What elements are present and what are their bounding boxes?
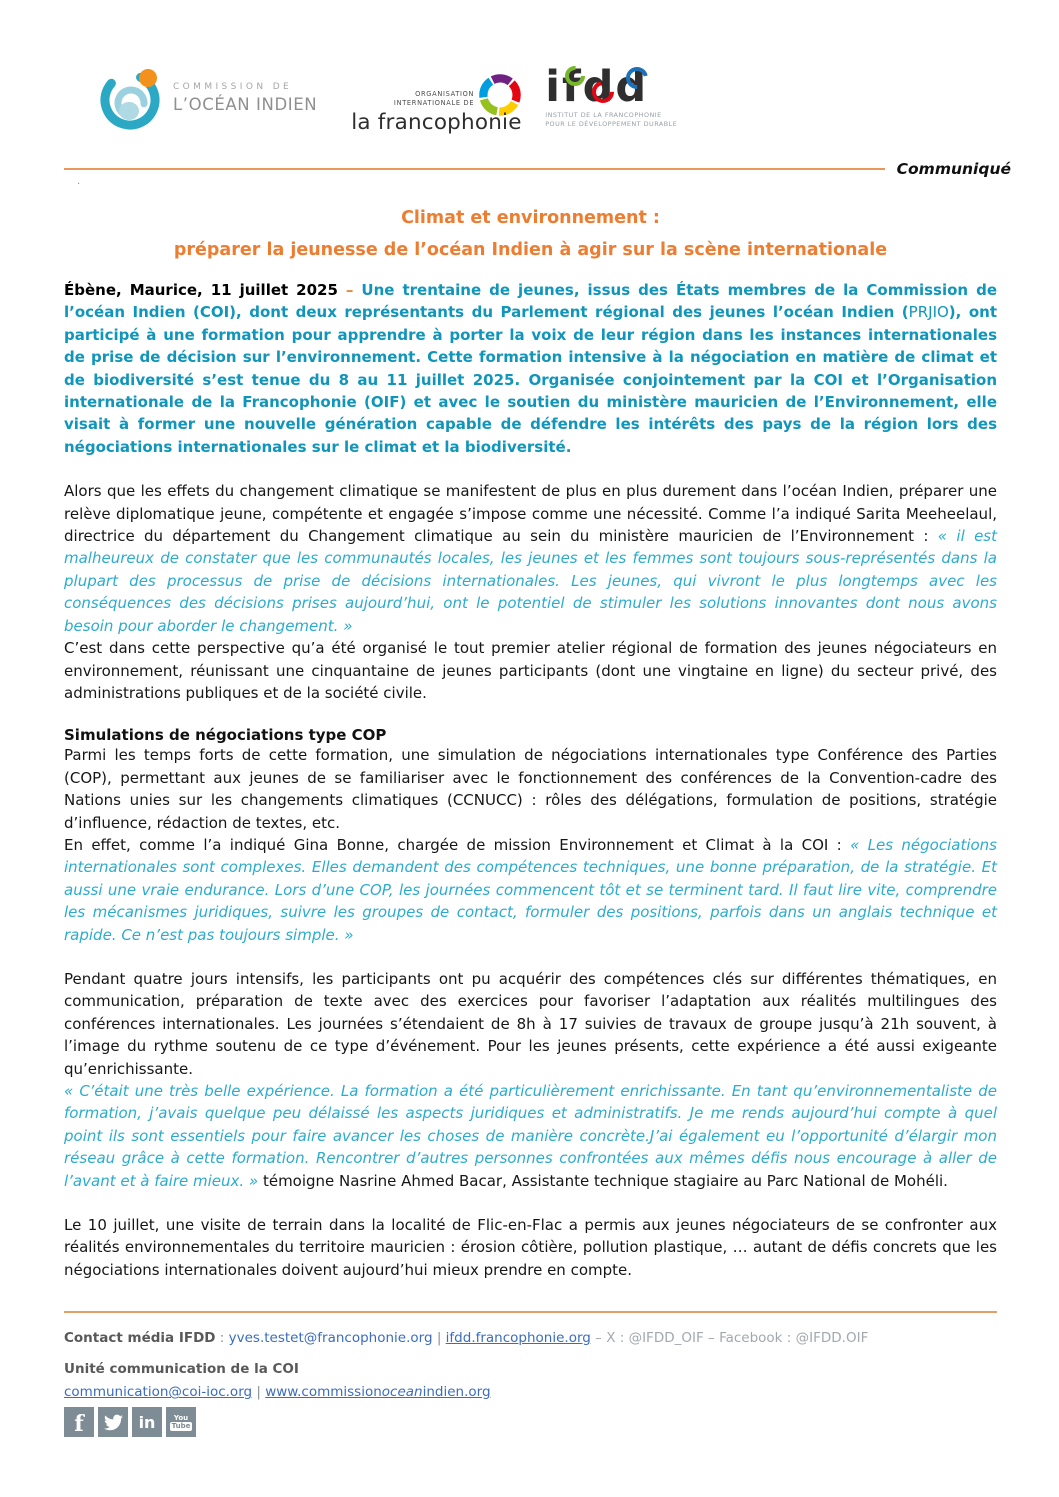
youtube-icon[interactable]: You Tube xyxy=(166,1407,196,1437)
twitter-bird-glyph xyxy=(104,1413,123,1432)
quote-gina-bonne: « Les négociations internationales sont complexes. Elles demandent des compétences techniques, une bonne préparation, de la stratégie. Et aussi une vraie endurance. Lors d’une COP, les journées commencent tôt et se terminent tard. Il faut lire vite, comprendre les mécanismes juridiques, suivre les groupes de contact, formuler des positions, parfois dans un anglais technique et rapide. Ce n’est pas toujours simple. » xyxy=(64,835,997,944)
footer-links-line: communication@coi-ioc.org | www.commissionoceanindien.org xyxy=(64,1384,491,1401)
linkedin-icon[interactable]: in xyxy=(132,1407,162,1437)
paragraph-testimony xyxy=(64,1080,997,1192)
stray-dot-mark: . xyxy=(77,176,81,187)
page-title-line2: préparer la jeunesse de l’océan Indien à agir sur la scène internationale xyxy=(173,240,888,260)
footer xyxy=(0,1311,1059,1437)
paragraph-field-visit: Le 10 juillet, une visite de terrain dans la localité de Flic-en-Flac a permis aux jeunes négociateurs de se confronter aux réalités environnementales du territoire mauricien : érosion côtière, pollution plastique, … autant de défis concrets que les négociations internationales doivent aujourd’hui mieux prendre en compte. xyxy=(64,1216,997,1279)
paragraph-training-days: Pendant quatre jours intensifs, les participants ont pu acquérir des compétences clés sur différentes thématiques, en communication, préparation de texte avec des exercices pour favoriser l’adaptation aux réalités multilingues des conférences internationales. Les journées s’étendaient de 8h à 17 suivies de travaux de groupe jusqu’à 21h souvent, à l’image du rythme soutenu de ce type d’événement. Pour les jeunes présents, cette expérience a été aussi exigeante qu’enrichissante. xyxy=(64,969,997,1078)
twitter-icon[interactable] xyxy=(98,1407,128,1437)
oif-logo-wordmark: la francophonie xyxy=(351,110,522,135)
coi-logo-icon xyxy=(98,66,162,130)
ifdd-logo-wordmark: ifdd xyxy=(545,62,649,112)
coi-logo xyxy=(98,66,317,130)
paragraph-context: Alors que les effets du changement climatique se manifestent de plus en plus durement dans l’océan Indien, préparer une relève diplomatique jeune, compétente et engagée s’impose comme une nécessité. Comme l’a indiqué Sarita Meeheelaul, directrice du département du Changement climatique au sein du ministère mauricien de l’Environnement : « il est malheureux de constater que les communautés locales, les jeunes et les femmes sont toujours sous-représentés dans la plupart des processus de prise de décisions internationales. Les jeunes, qui vivront le plus longtemps avec les conséquences des décisions prises aujourd’hui, ont le potentiel de stimuler les solutions innovantes dont nous avons besoin pour aborder le changement. » xyxy=(64,482,997,635)
coi-logo-line1: COMMISSION DE xyxy=(173,82,293,92)
footer-contact-line: Contact média IFDD : yves.testet@francophonie.org | ifdd.francophonie.org – X : @IFDD_OIF – Facebook : @IFDD.OIF xyxy=(64,1330,869,1347)
ifdd-email-link[interactable]: yves.testet@francophonie.org xyxy=(228,1330,433,1347)
facebook-icon[interactable]: f xyxy=(64,1407,94,1437)
coi-email-link[interactable]: communication@coi-ioc.org xyxy=(64,1384,253,1401)
ifdd-logo-caption: INSTITUT DE LA FRANCOPHONIE POUR LE DÉVELOPPEMENT DURABLE xyxy=(545,111,678,128)
header-rule-row xyxy=(64,160,1011,178)
ifdd-logo xyxy=(545,62,678,128)
section-heading-cop: Simulations de négociations type COP xyxy=(64,726,387,745)
coi-unit-label: Unité communication de la COI xyxy=(64,1361,299,1378)
coi-site-link[interactable]: www.commissionoceanindien.org xyxy=(265,1384,491,1401)
footer-unit-line xyxy=(64,1361,995,1377)
paragraph-lead: Ébène, Maurice, 11 juillet 2025 – Une trentaine de jeunes, issus des États membres de la Commission de l’océan Indien (COI), dont deux représentants du Parlement régional des jeunes l’océan Indien (PRJIO), ont participé à une formation pour apprendre à porter la voix de leur région dans les instances internationales de prise de décision sur l’environnement. Cette formation intensive à la négociation en matière de climat et de biodiversité s’est tenue du 8 au 11 juillet 2025. Organisée conjointement par la COI et l’Organisation internationale de la Francophonie (OIF) et avec le soutien du ministère mauricien de l’Environnement, elle visait à former une nouvelle génération capable de défendre les intérêts des pays de la région lors des négociations internationales sur le climat et la biodiversité. xyxy=(64,281,997,456)
quote-nasrine: « C’était une très belle expérience. La formation a été particulièrement enrichissante. En tant qu’environnementaliste de formation, j’avais quelque peu délaissé les aspects juridiques et administratifs. Je me rends aujourd’hui compte à quel point ils sont essentiels pour faire avancer les choses de manière concrète.J’ai également eu l’opportunité d’élargir mon réseau grâce à cette formation. Rencontrer d’autres personnes confrontées aux mêmes défis nous encourage à aller de l’avant et à faire mieux. » xyxy=(64,1082,997,1190)
testimony-attribution: témoigne Nasrine Ahmed Bacar, Assistante technique stagiaire au Parc National de Mohéli. xyxy=(258,1171,948,1190)
ifdd-site-link[interactable]: ifdd.francophonie.org xyxy=(445,1330,591,1347)
paragraph-cop-simulation: Parmi les temps forts de cette formation, une simulation de négociations internationales type Conférence des Parties (COP), permettant aux jeunes de se familiariser avec le fonctionnement des conférences de la Convention-cadre des Nations unies sur les changements climatiques (CCNUCC) : rôles des délégations, formulation de positions, stratégie d’influence, rédaction de textes, etc. xyxy=(64,746,997,832)
coi-logo-line2: L’OCÉAN INDIEN xyxy=(173,95,318,114)
prjio-acronym: PRJIO xyxy=(908,303,949,322)
dateline-dash: – xyxy=(337,281,362,299)
paragraph-perspective: C’est dans cette perspective qu’a été organisé le tout premier atelier régional de formation des jeunes négociateurs en environnement, réunissant une cinquantaine de jeunes participants (dont une vingtaine en ligne) du secteur privé, des administrations publiques et de la société civile. xyxy=(64,639,997,702)
social-handles-text: – X : @IFDD_OIF – Facebook : @IFDD.OIF xyxy=(590,1330,869,1347)
footer-rule xyxy=(64,1311,997,1313)
dateline: Ébène, Maurice, 11 juillet 2025 xyxy=(64,281,338,299)
oif-logo xyxy=(351,66,523,135)
paragraph-gina-bonne: En effet, comme l’a indiqué Gina Bonne, chargée de mission Environnement et Climat à la COI : « Les négociations internationales sont complexes. Elles demandent des compétences techniques, une bonne préparation, de la stratégie. Et aussi une vraie endurance. Lors d’une COP, les journées commencent tôt et se terminent tard. Il faut lire vite, comprendre les mécanismes juridiques, suivre les groupes de contact, formuler des positions, parfois dans un anglais technique et rapide. Ce n’est pas toujours simple. » xyxy=(64,835,997,944)
quote-meeheelaul: « il est malheureux de constater que les communautés locales, les jeunes et les femmes sont toujours sous-représentés dans la plupart des processus de prise de décisions internationales. Les jeunes, qui vivront le plus longtemps avec les conséquences des décisions prises aujourd’hui, ont le potentiel de stimuler les solutions innovantes dont nous avons besoin pour aborder le changement. » xyxy=(64,527,997,635)
page-title xyxy=(64,202,997,266)
document-body xyxy=(64,202,997,1281)
contact-media-label: Contact média IFDD xyxy=(64,1330,216,1347)
page-title-line1: Climat et environnement : xyxy=(401,208,660,228)
header-rule xyxy=(64,168,885,170)
coi-logo-text xyxy=(173,82,317,114)
social-icons-row xyxy=(64,1407,995,1437)
oif-logo-smalltext: ORGANISATION INTERNATIONALE DE xyxy=(393,90,475,107)
logo-bar xyxy=(0,0,1059,152)
communique-label: Communiqué xyxy=(896,160,1011,178)
